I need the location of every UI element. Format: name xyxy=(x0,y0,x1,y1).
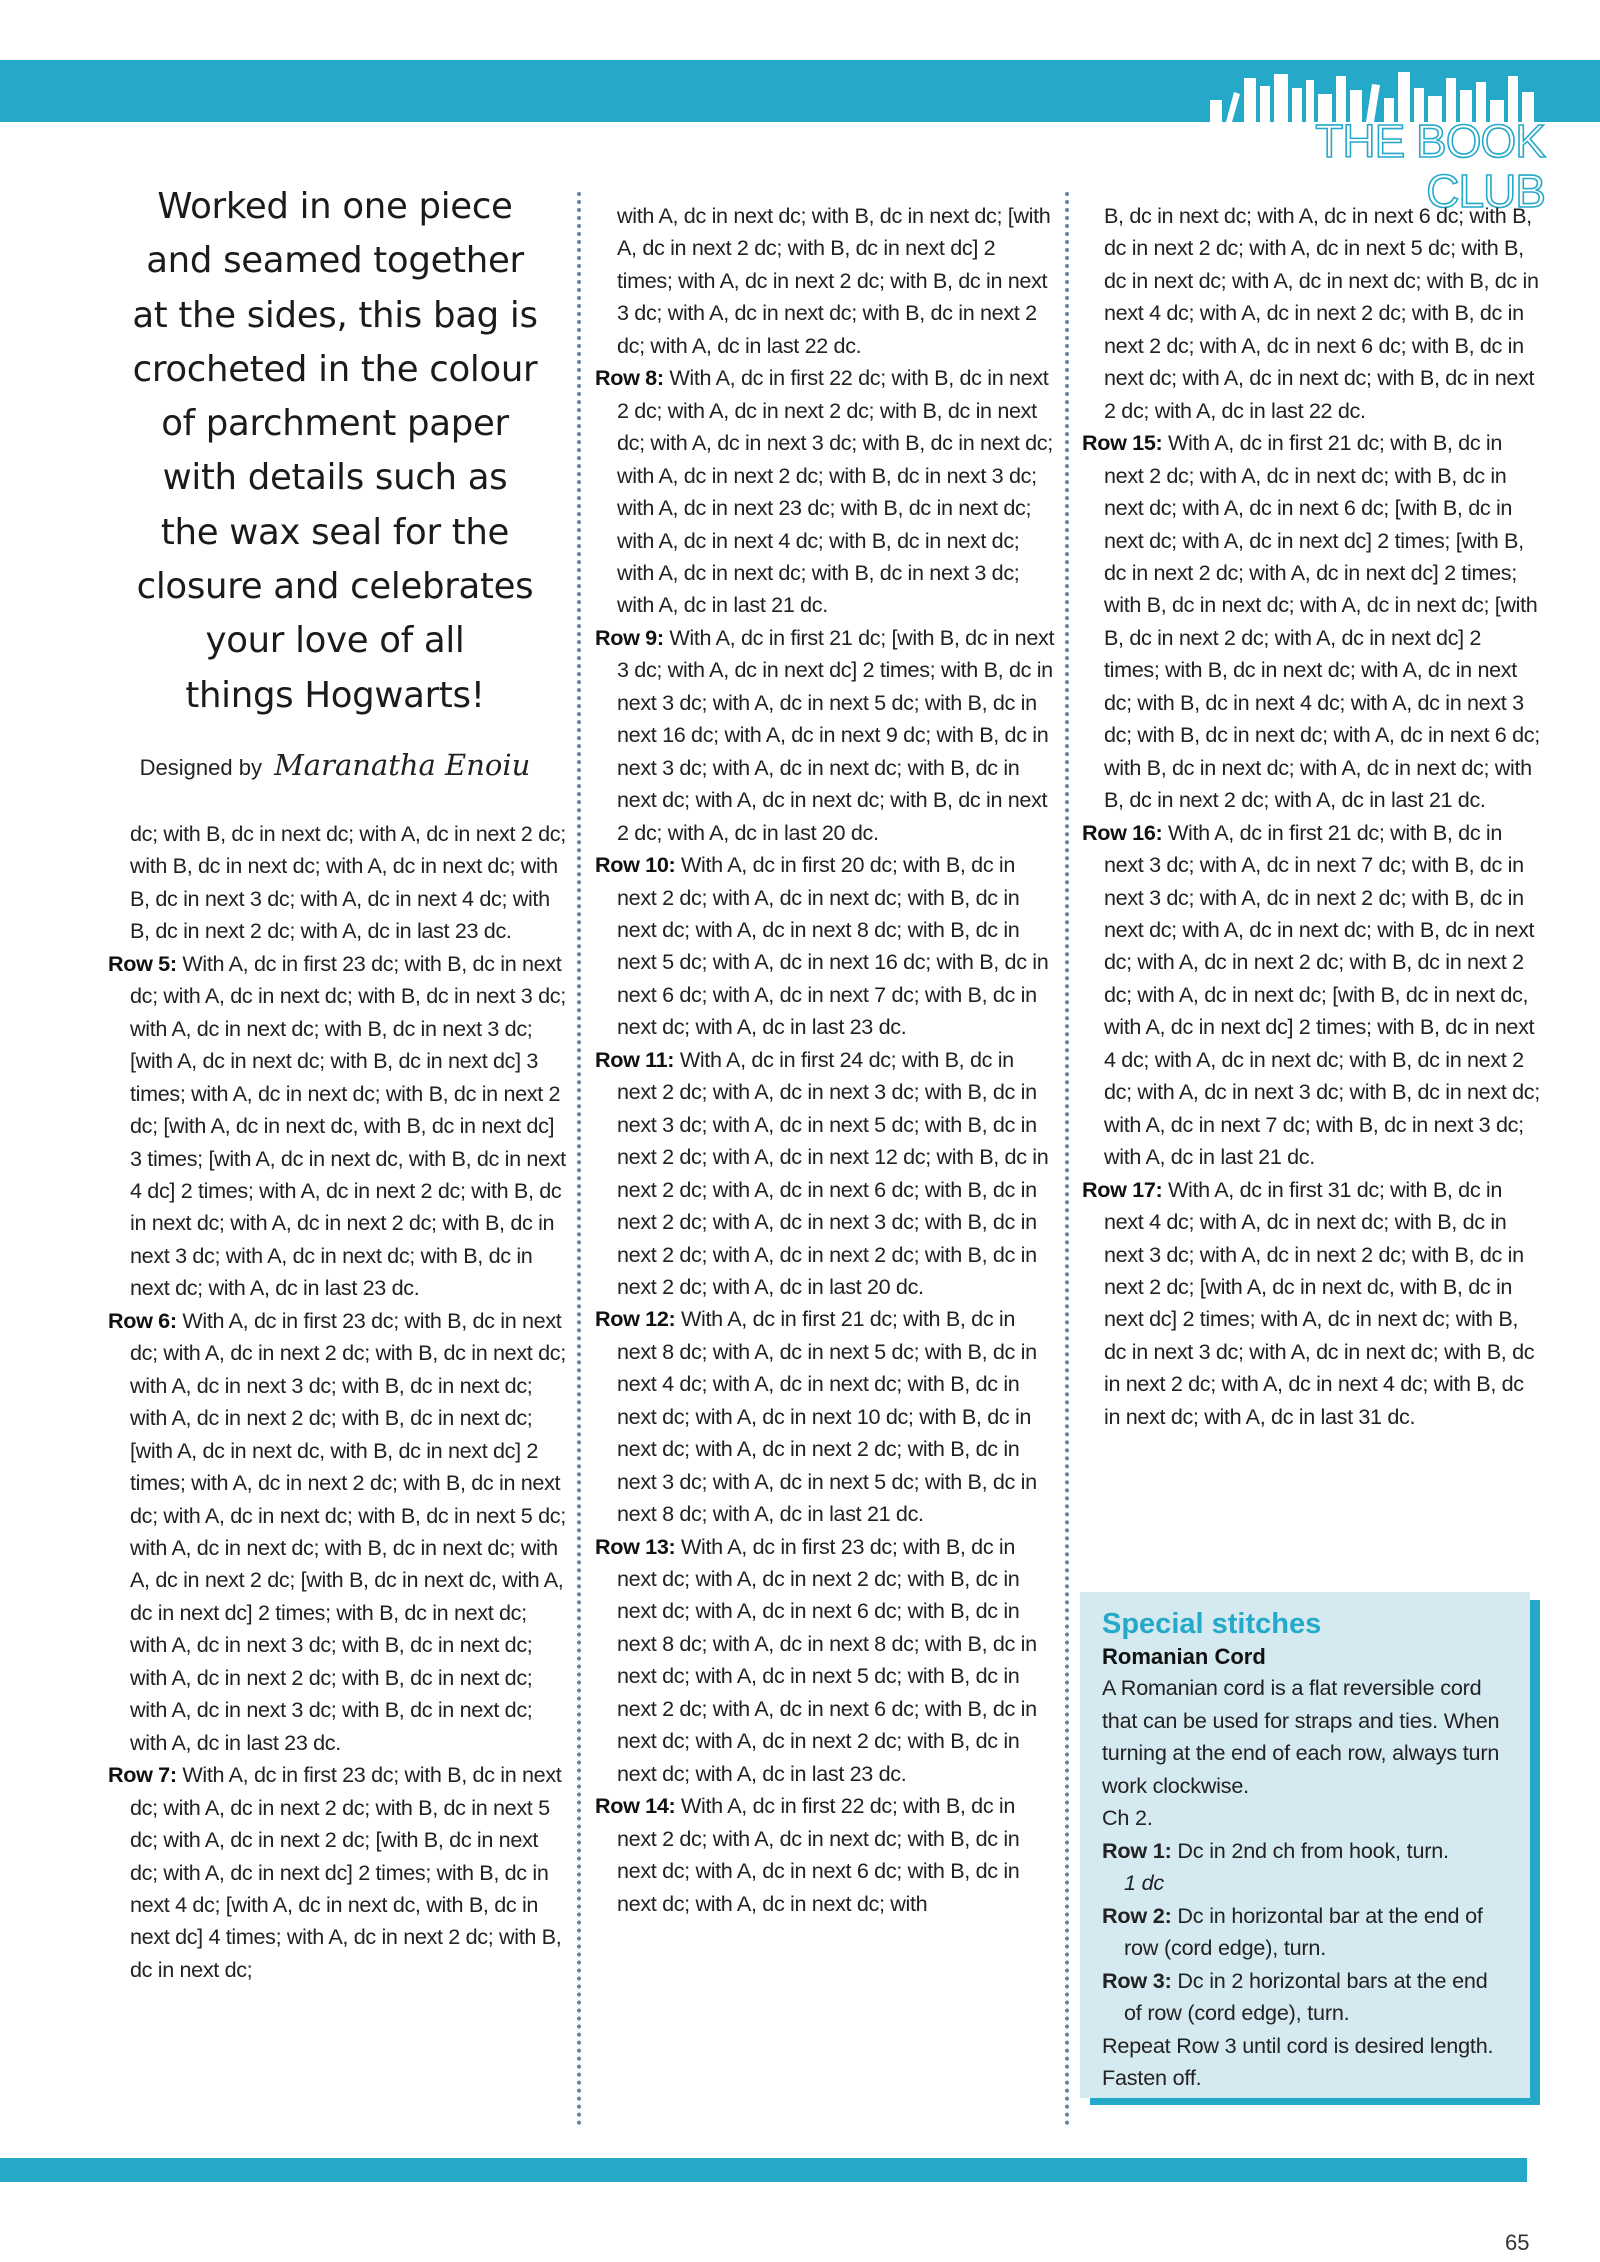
pattern-column-3 xyxy=(1082,200,1540,1433)
intro-line: your love of all xyxy=(205,620,465,662)
chain-instruction: Ch 2. xyxy=(1102,1805,1153,1830)
designer-signature: Maranatha Enoiu xyxy=(274,748,531,782)
section-title: THE BOOK CLUB xyxy=(1315,115,1545,217)
column-divider xyxy=(1065,192,1069,2127)
pattern-row xyxy=(108,1759,566,1986)
row-instructions: With A, dc in first 21 dc; with B, dc in next 2 dc; with A, dc in next dc; with B, dc in next dc; with A, dc in next 6 dc; [with B, dc in next dc; with A, dc in next dc] 2 times; [with B, dc in next 2 dc; with A, dc in next dc] 2 times; with B, dc in next dc; with A, dc in next dc; [with B, dc in next 2 dc; with A, dc in next dc] 2 times; with B, dc in next dc; with A, dc in next dc; with B, dc in next 4 dc; with A, dc in next 3 dc; with B, dc in next dc; with A, dc in next 6 dc; with B, dc in next dc; with A, dc in next dc; with B, dc in next 2 dc; with A, dc in last 21 dc. xyxy=(1104,430,1540,813)
intro-line: and seamed together xyxy=(146,240,524,282)
row-label: Row 6: xyxy=(108,1307,177,1333)
cord-row xyxy=(1102,1835,1510,1868)
row-label: Row 3: xyxy=(1102,1967,1172,1993)
intro-line: Worked in one piece xyxy=(157,186,513,227)
cord-row xyxy=(1102,1900,1510,1965)
row-instructions: With A, dc in first 24 dc; with B, dc in next 2 dc; with A, dc in next 3 dc; with B, dc in next 3 dc; with A, dc in next 5 dc; with B, dc in next 2 dc; with A, dc in next 12 dc; with B, dc in next 2 dc; with A, dc in next 6 dc; with B, dc in next 2 dc; with A, dc in next 3 dc; with B, dc in next 2 dc; with A, dc in next 2 dc; with B, dc in next 2 dc; with A, dc in last 20 dc. xyxy=(617,1046,1049,1299)
finish-instruction: Repeat Row 3 until cord is desired length. Fasten off. xyxy=(1102,2032,1494,2090)
pattern-row xyxy=(595,1303,1055,1530)
row-instructions: With A, dc in first 22 dc; with B, dc in next 2 dc; with A, dc in next dc; with B, dc in next dc; with A, dc in next 6 dc; with B, dc in next dc; with A, dc in next dc; with xyxy=(617,1793,1020,1916)
box-title: Special stitches xyxy=(1102,1608,1322,1640)
row-label: Row 16: xyxy=(1082,819,1163,845)
intro-line: at the sides, this bag is xyxy=(132,294,538,336)
continued-text: dc; with B, dc in next dc; with A, dc in next 2 dc; with B, dc in next dc; with A, dc in next dc; with B, dc in next 3 dc; with A, dc in next 4 dc; with B, dc in next 2 dc; with A, dc in last 23 dc. xyxy=(130,821,566,944)
row-instructions: With A, dc in first 23 dc; with B, dc in next dc; with A, dc in next 2 dc; with B, dc in next 5 dc; with A, dc in next 2 dc; [with B, dc in next dc; with A, dc in next dc] 2 times; with B, dc in next 4 dc; [with A, dc in next dc, with B, dc in next dc] 4 times; with A, dc in next 2 dc; with B, dc in next dc; xyxy=(130,1762,562,1982)
row-instructions: With A, dc in first 21 dc; with B, dc in next 3 dc; with A, dc in next 7 dc; with B, dc in next 3 dc; with A, dc in next 2 dc; with B, dc in next dc; with A, dc in next dc; with B, dc in next dc; with A, dc in next 2 dc; with B, dc in next 2 dc; with A, dc in next dc; [with B, dc in next dc, with A, dc in next dc] 2 times; with B, dc in next 4 dc; with A, dc in next dc; with B, dc in next 2 dc; with A, dc in next 3 dc; with B, dc in next dc; with A, dc in next 7 dc; with B, dc in next 3 dc; with A, dc in last 21 dc. xyxy=(1104,819,1540,1170)
intro-text xyxy=(100,180,570,723)
pattern-row xyxy=(1082,817,1540,1174)
row-label: Row 17: xyxy=(1082,1176,1163,1202)
pattern-row xyxy=(1082,1174,1540,1434)
pattern-row xyxy=(595,1044,1055,1304)
row-instructions: With A, dc in first 20 dc; with B, dc in next 2 dc; with A, dc in next dc; with B, dc in next dc; with A, dc in next 8 dc; with B, dc in next 5 dc; with A, dc in next 16 dc; with B, dc in next 6 dc; with A, dc in next 7 dc; with B, dc in next dc; with A, dc in last 23 dc. xyxy=(617,852,1049,1040)
intro-line: with details such as xyxy=(162,457,508,499)
row-label: Row 7: xyxy=(108,1762,177,1788)
pattern-column-2 xyxy=(595,200,1055,1920)
row-label: Row 10: xyxy=(595,852,676,878)
box-subtitle: Romanian Cord xyxy=(1102,1644,1266,1669)
pattern-row xyxy=(108,1305,566,1759)
pattern-row xyxy=(595,622,1055,849)
stitch-count: 1 dc xyxy=(1124,1870,1165,1895)
designed-by-label: Designed by xyxy=(139,755,262,780)
row-label: Row 15: xyxy=(1082,430,1163,456)
row-instructions: With A, dc in first 31 dc; with B, dc in next 4 dc; with A, dc in next dc; with B, dc in next 3 dc; with A, dc in next 2 dc; with B, dc in next 2 dc; [with A, dc in next dc, with B, dc in next dc] 2 times; with A, dc in next dc; with B, dc in next 3 dc; with A, dc in next dc; with B, dc in next 2 dc; with A, dc in next 4 dc; with B, dc in next dc; with A, dc in last 31 dc. xyxy=(1104,1176,1535,1429)
row-label: Row 9: xyxy=(595,624,664,650)
intro-line: crocheted in the colour xyxy=(132,348,538,390)
page-number: 65 xyxy=(1505,2230,1530,2255)
row-instructions: With A, dc in first 23 dc; with B, dc in next dc; with A, dc in next dc; with B, dc in next 3 dc; with A, dc in next dc; with B, dc in next 3 dc; [with A, dc in next dc; with B, dc in next dc] 3 times; with A, dc in next dc; with B, dc in next 2 dc; [with A, dc in next dc, with B, dc in next dc] 3 times; [with A, dc in next dc, with B, dc in next 4 dc] 2 times; with A, dc in next 2 dc; with B, dc in next dc; with A, dc in next 2 dc; with B, dc in next 3 dc; with A, dc in next dc; with B, dc in next dc; with A, dc in last 23 dc. xyxy=(130,950,566,1301)
column-divider xyxy=(577,192,581,2127)
pattern-row xyxy=(595,1790,1055,1920)
row-label: Row 5: xyxy=(108,950,177,976)
footer-band xyxy=(0,2158,1527,2182)
row-instructions: With A, dc in first 23 dc; with B, dc in next dc; with A, dc in next 2 dc; with B, dc in next dc; with A, dc in next 6 dc; with B, dc in next 8 dc; with A, dc in next 8 dc; with B, dc in next dc; with A, dc in next 5 dc; with B, dc in next 2 dc; with A, dc in next 6 dc; with B, dc in next dc; with A, dc in next 2 dc; with B, dc in next dc; with A, dc in last 23 dc. xyxy=(617,1533,1037,1786)
intro-line: closure and celebrates xyxy=(136,566,534,608)
row-label: Row 2: xyxy=(1102,1902,1172,1928)
row-instructions: Dc in horizontal bar at the end of row (cord edge), turn. xyxy=(1124,1902,1483,1960)
row-instructions: With A, dc in first 23 dc; with B, dc in next dc; with A, dc in next 2 dc; with B, dc in next dc; with A, dc in next 3 dc; with B, dc in next dc; with A, dc in next 2 dc; with B, dc in next dc; [with A, dc in next dc, with B, dc in next dc] 2 times; with A, dc in next 2 dc; with B, dc in next dc; with A, dc in next dc; with B, dc in next 5 dc; with A, dc in next dc; with B, dc in next dc; with A, dc in next 2 dc; [with B, dc in next dc, with A, dc in next dc] 2 times; with B, dc in next dc; with A, dc in next 3 dc; with B, dc in next dc; with A, dc in next 2 dc; with B, dc in next dc; with A, dc in next 3 dc; with B, dc in next dc; with A, dc in last 23 dc. xyxy=(130,1307,566,1755)
pattern-row xyxy=(108,948,566,1305)
row-instructions: With A, dc in first 22 dc; with B, dc in next 2 dc; with A, dc in next 2 dc; with B, dc in next dc; with A, dc in next 3 dc; with B, dc in next dc; with A, dc in next 2 dc; with B, dc in next 3 dc; with A, dc in next 23 dc; with B, dc in next dc; with A, dc in next 4 dc; with B, dc in next dc; with A, dc in next dc; with B, dc in next 3 dc; with A, dc in last 21 dc. xyxy=(617,365,1053,618)
row-label: Row 11: xyxy=(595,1046,675,1072)
pattern-row xyxy=(595,1531,1055,1791)
row-instructions: Dc in 2nd ch from hook, turn. xyxy=(1177,1837,1449,1863)
pattern-column-1 xyxy=(108,818,566,1986)
row-label: Row 12: xyxy=(595,1306,676,1332)
pattern-row xyxy=(595,362,1055,622)
pattern-row xyxy=(595,849,1055,1044)
row-instructions: Dc in 2 horizontal bars at the end of row (cord edge), turn. xyxy=(1124,1967,1488,2025)
continued-text: B, dc in next dc; with A, dc in next 6 dc; with B, dc in next 2 dc; with A, dc in next 5 dc; with B, dc in next dc; with A, dc in next dc; with B, dc in next 4 dc; with A, dc in next 2 dc; with B, dc in next 2 dc; with A, dc in next 6 dc; with B, dc in next dc; with A, dc in next dc; with B, dc in next 2 dc; with A, dc in last 22 dc. xyxy=(1104,203,1539,423)
special-stitches-box xyxy=(1080,1592,1530,2098)
row-instructions: With A, dc in first 21 dc; [with B, dc in next 3 dc; with A, dc in next dc] 2 times; with B, dc in next 3 dc; with A, dc in next 5 dc; with B, dc in next 16 dc; with A, dc in next 9 dc; with B, dc in next 3 dc; with A, dc in next dc; with B, dc in next dc; with A, dc in next dc; with B, dc in next 2 dc; with A, dc in last 20 dc. xyxy=(617,624,1055,845)
row-label: Row 8: xyxy=(595,365,664,391)
row-label: Row 14: xyxy=(595,1793,676,1819)
row-label: Row 1: xyxy=(1102,1837,1172,1863)
continued-text: with A, dc in next dc; with B, dc in next dc; [with A, dc in next 2 dc; with B, dc in next dc] 2 times; with A, dc in next 2 dc; with B, dc in next 3 dc; with A, dc in next dc; with B, dc in next 2 dc; with A, dc in last 22 dc. xyxy=(617,203,1051,358)
cord-row xyxy=(1102,1965,1510,2030)
designer-credit xyxy=(100,748,570,782)
intro-line: of parchment paper xyxy=(161,403,509,445)
box-description: A Romanian cord is a flat reversible cord that can be used for straps and ties. When turning at the end of each row, always turn work clockwise. xyxy=(1102,1675,1500,1798)
intro-line: the wax seal for the xyxy=(160,511,510,553)
row-instructions: With A, dc in first 21 dc; with B, dc in next 8 dc; with A, dc in next 5 dc; with B, dc in next 4 dc; with A, dc in next dc; with B, dc in next dc; with A, dc in next 10 dc; with B, dc in next dc; with A, dc in next 2 dc; with B, dc in next 3 dc; with A, dc in next 5 dc; with B, dc in next 8 dc; with A, dc in last 21 dc. xyxy=(617,1306,1037,1527)
row-label: Row 13: xyxy=(595,1533,676,1559)
intro-line: things Hogwarts! xyxy=(185,674,485,716)
pattern-row xyxy=(1082,427,1540,816)
